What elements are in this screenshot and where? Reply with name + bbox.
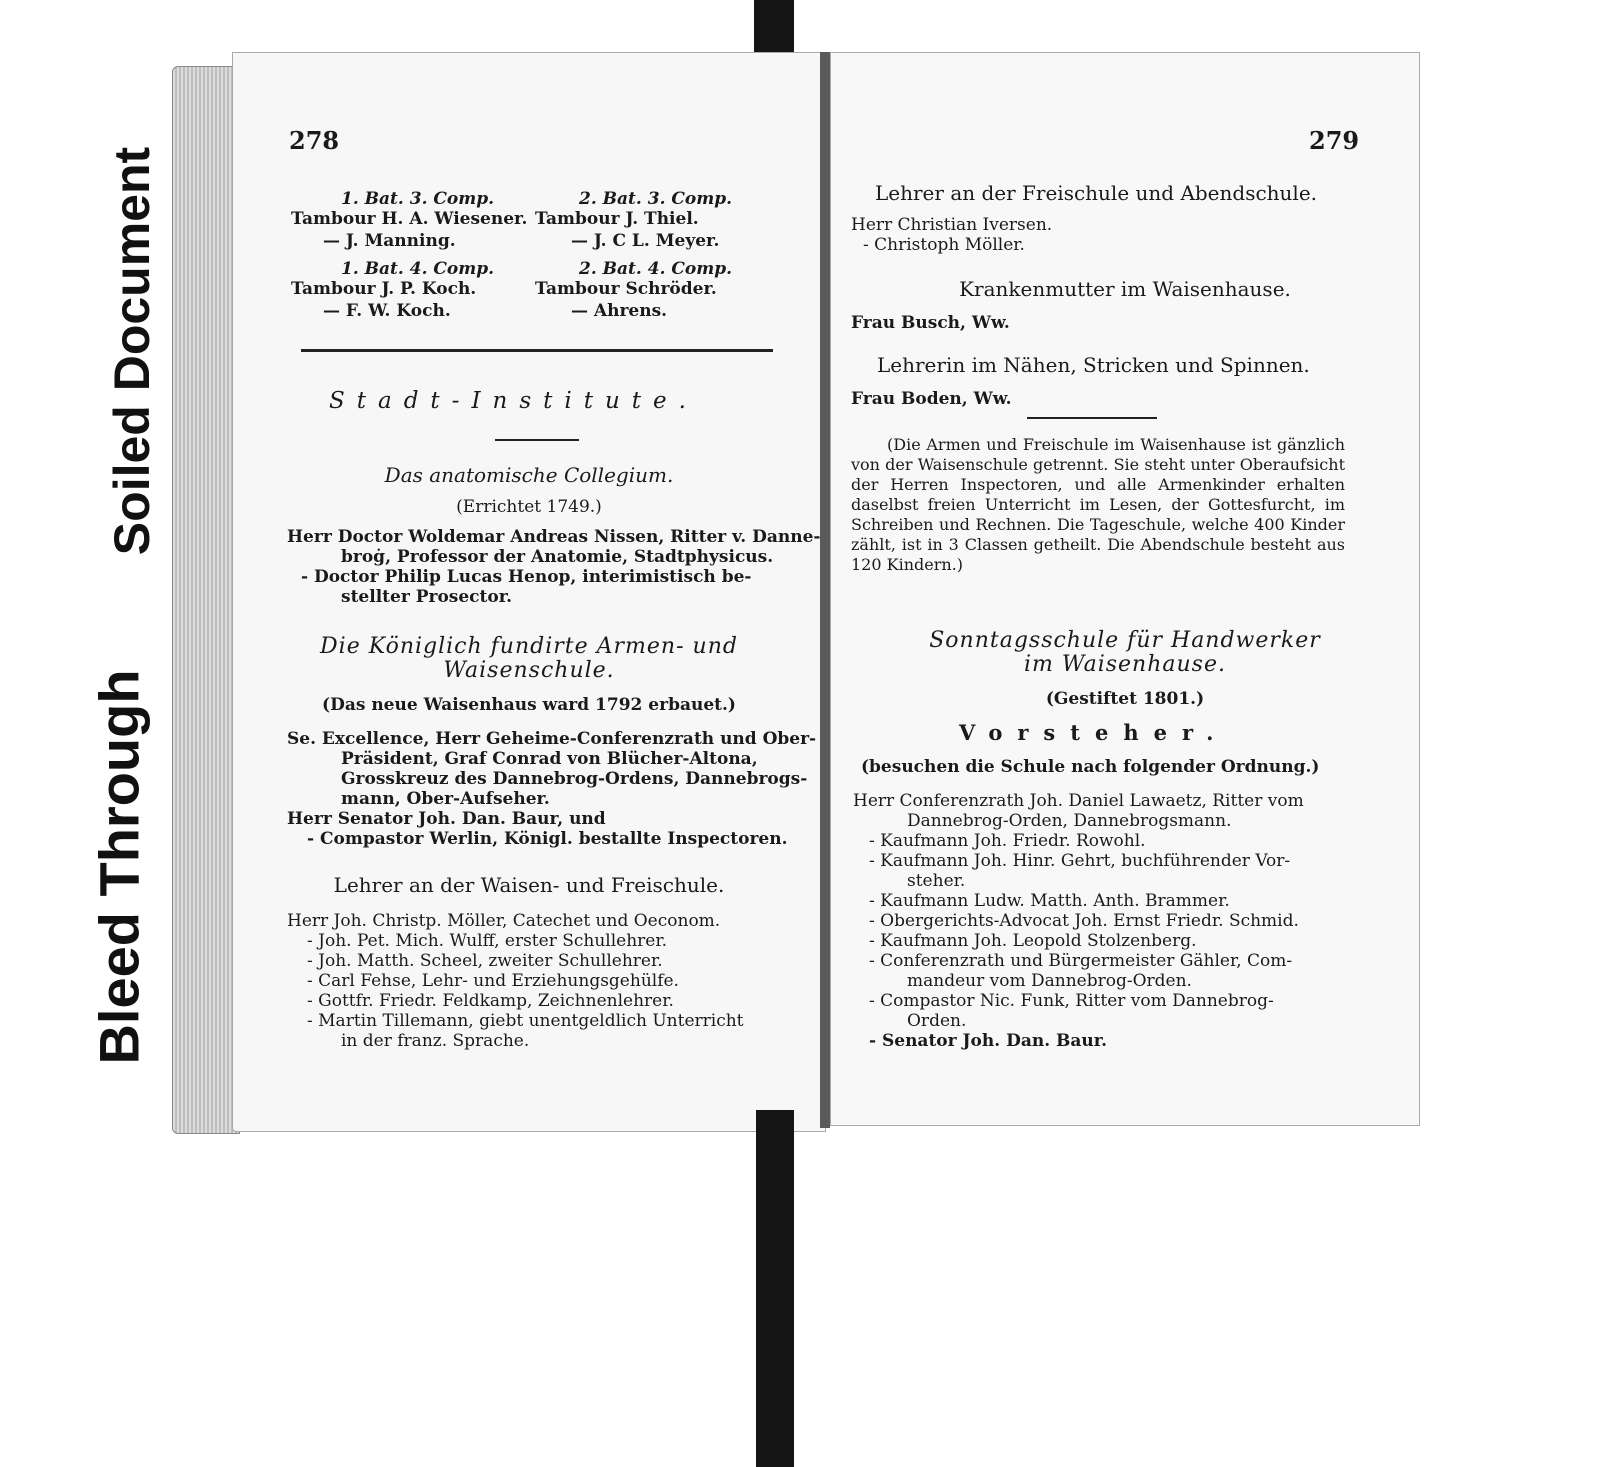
company-heading: 2. Bat. 4. Comp. xyxy=(579,259,733,279)
company-heading: 1. Bat. 4. Comp. xyxy=(341,259,495,279)
armenschule-line: Grosskreuz des Dannebrog-Ordens, Dannebrogs- xyxy=(341,769,808,789)
freischule-title: Lehrer an der Freischule und Abendschule. xyxy=(875,181,1318,205)
bookmark-ribbon-top xyxy=(754,0,794,60)
freischule-line: - Christoph Möller. xyxy=(863,235,1025,255)
collegium-founded: (Errichtet 1749.) xyxy=(456,497,602,517)
vorsteher-order: (besuchen die Schule nach folgender Ordnung.) xyxy=(861,757,1320,777)
collegium-title: Das anatomische Collegium. xyxy=(384,463,674,487)
vorsteher-line: - Kaufmann Joh. Friedr. Rowohl. xyxy=(869,831,1146,851)
company-heading: 1. Bat. 3. Comp. xyxy=(341,189,495,209)
vorsteher-line: - Conferenzrath und Bürgermeister Gähler, Com- xyxy=(869,951,1293,971)
vorsteher-line: - Senator Joh. Dan. Baur. xyxy=(869,1031,1108,1051)
lehrerin-line: Frau Boden, Ww. xyxy=(851,389,1012,409)
lehrer-line: - Joh. Matth. Scheel, zweiter Schullehrer. xyxy=(307,951,663,971)
vorsteher-line: Dannebrog-Orden, Dannebrogsmann. xyxy=(907,811,1232,831)
lehrer-line: - Martin Tillemann, giebt unentgeldlich Unterricht xyxy=(307,1011,744,1031)
company-line: — F. W. Koch. xyxy=(323,301,451,321)
lehrerin-title: Lehrerin im Nähen, Stricken und Spinnen. xyxy=(877,353,1310,377)
waisenhaus-note: (Die Armen und Freischule im Waisenhause ist gänzlich von der Waisenschule getrennt. Sie steht unter Oberaufsicht der Herren Inspectoren, und alle Armenkinder erhalten daselbst freien Unterricht im Lesen, der Gottesfurcht, im Schreiben und Rechnen. Die Tageschule, welche 400 Kinder zählt, ist in 3 Classen getheilt. Die Abendschule besteht aus 120 Kindern.) xyxy=(851,435,1345,574)
vorsteher-line: - Obergerichts-Advocat Joh. Ernst Friedr. Schmid. xyxy=(869,911,1299,931)
armenschule-line: Präsident, Graf Conrad von Blücher-Altona, xyxy=(341,749,758,769)
vorsteher-line: Herr Conferenzrath Joh. Daniel Lawaetz, Ritter vom xyxy=(853,791,1304,811)
vorsteher-line: - Kaufmann Joh. Leopold Stolzenberg. xyxy=(869,931,1197,951)
armenschule-title-2: Waisenschule. xyxy=(443,658,615,683)
short-divider xyxy=(1027,417,1157,419)
vorsteher-line: Orden. xyxy=(907,1011,967,1031)
collegium-line: broġ, Professor der Anatomie, Stadtphysicus. xyxy=(341,547,774,567)
company-line: — Ahrens. xyxy=(571,301,668,321)
vorsteher-line: - Kaufmann Ludw. Matth. Anth. Brammer. xyxy=(869,891,1230,911)
section-title: Stadt-Institute. xyxy=(329,388,698,414)
page-number-279: 279 xyxy=(1309,126,1360,155)
armenschule-line: - Compastor Werlin, Königl. bestallte Inspectoren. xyxy=(307,829,788,849)
krankenmutter-title: Krankenmutter im Waisenhause. xyxy=(959,277,1291,301)
vorsteher-line: - Compastor Nic. Funk, Ritter vom Dannebrog- xyxy=(869,991,1274,1011)
lehrer-line: - Gottfr. Friedr. Feldkamp, Zeichnenlehrer. xyxy=(307,991,674,1011)
left-page xyxy=(232,52,826,1132)
company-heading: 2. Bat. 3. Comp. xyxy=(579,189,733,209)
lehrer-line: in der franz. Sprache. xyxy=(341,1031,530,1051)
short-divider xyxy=(495,439,579,441)
collegium-line: - Doctor Philip Lucas Henop, interimistisch be- xyxy=(301,567,752,587)
vorsteher-heading: Vorsteher. xyxy=(959,720,1229,745)
armenschule-built: (Das neue Waisenhaus ward 1792 erbauet.) xyxy=(322,695,736,715)
collegium-line: Herr Doctor Woldemar Andreas Nissen, Ritter v. Danne- xyxy=(287,527,821,547)
vorsteher-line: mandeur vom Dannebrog-Orden. xyxy=(907,971,1192,991)
armenschule-line: Herr Senator Joh. Dan. Baur, und xyxy=(287,809,606,829)
lehrer-title: Lehrer an der Waisen- und Freischule. xyxy=(333,873,725,897)
sonntagsschule-title: Sonntagsschule für Handwerker xyxy=(929,628,1321,653)
company-line: Tambour H. A. Wiesener. xyxy=(291,209,528,229)
page-stack-edge xyxy=(172,66,240,1134)
armenschule-line: Se. Excellence, Herr Geheime-Conferenzrath und Ober- xyxy=(287,729,817,749)
company-line: Tambour Schröder. xyxy=(535,279,717,299)
soiled-document-text: Soiled Document xyxy=(104,146,160,556)
section-divider xyxy=(301,349,773,352)
freischule-line: Herr Christian Iversen. xyxy=(851,215,1053,235)
company-line: Tambour J. Thiel. xyxy=(535,209,699,229)
right-page xyxy=(830,52,1420,1126)
krankenmutter-line: Frau Busch, Ww. xyxy=(851,313,1010,333)
armenschule-line: mann, Ober-Aufseher. xyxy=(341,789,550,809)
bleed-through-text: Bleed Through xyxy=(87,669,151,1065)
company-line: — J. Manning. xyxy=(323,231,456,251)
bookmark-ribbon-bottom xyxy=(756,1110,794,1467)
company-line: Tambour J. P. Koch. xyxy=(291,279,477,299)
lehrer-line: Herr Joh. Christp. Möller, Catechet und Oeconom. xyxy=(287,911,721,931)
vorsteher-line: - Kaufmann Joh. Hinr. Gehrt, buchführender Vor- xyxy=(869,851,1291,871)
book-gutter xyxy=(820,52,830,1128)
armenschule-title: Die Königlich fundirte Armen- und xyxy=(320,634,738,659)
collegium-line: stellter Prosector. xyxy=(341,587,513,607)
lehrer-line: - Carl Fehse, Lehr- und Erziehungsgehülfe. xyxy=(307,971,679,991)
sonntagsschule-title-2: im Waisenhause. xyxy=(1024,652,1226,677)
lehrer-line: - Joh. Pet. Mich. Wulff, erster Schullehrer. xyxy=(307,931,668,951)
company-line: — J. C L. Meyer. xyxy=(571,231,720,251)
page-number-278: 278 xyxy=(289,126,340,155)
sonntagsschule-founded: (Gestiftet 1801.) xyxy=(1045,689,1205,709)
soiled-document-label xyxy=(86,82,180,620)
bleed-through-label xyxy=(62,622,176,1112)
vorsteher-line: steher. xyxy=(907,871,966,891)
